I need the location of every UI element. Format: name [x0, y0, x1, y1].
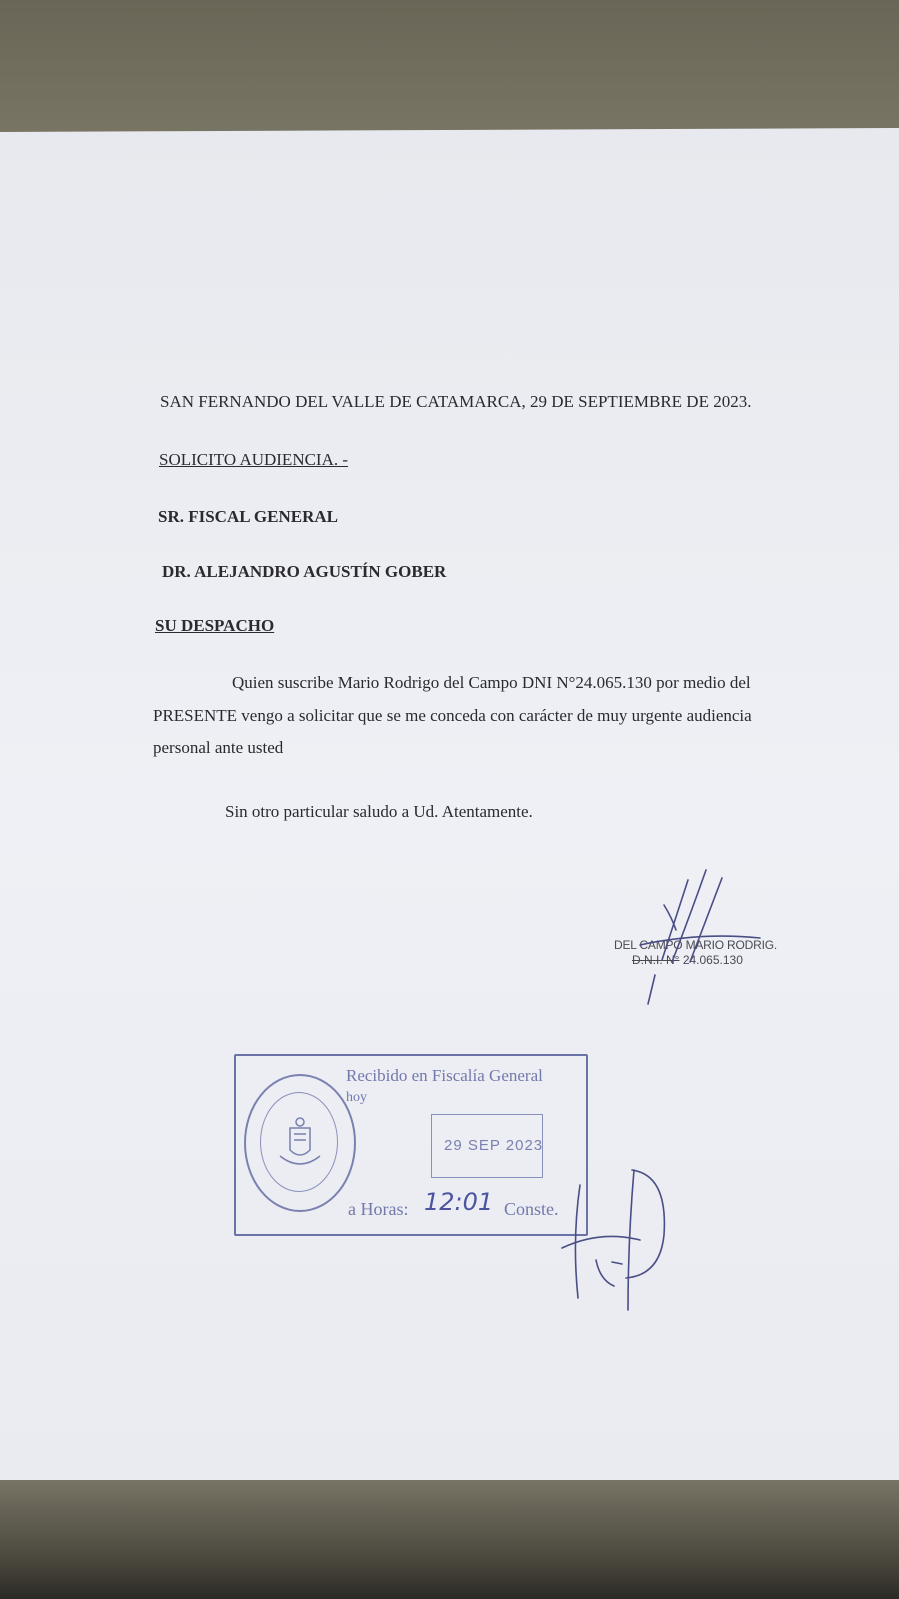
receiver-signature-icon: [562, 1170, 664, 1310]
signer-name: DEL CAMPO MARIO RODRIG.: [614, 938, 777, 952]
body-line-3: personal ante usted: [153, 738, 284, 757]
place-date-line: SAN FERNANDO DEL VALLE DE CATAMARCA, 29 DE SEPTIEMBRE DE 2023.: [160, 392, 752, 411]
recipient-name: DR. ALEJANDRO AGUSTÍN GOBER: [162, 562, 447, 581]
body-line-1: Quien suscribe Mario Rodrigo del Campo DNI N°24.065.130 por medio del: [232, 673, 751, 692]
stamp-date: 29 SEP 2023: [444, 1137, 544, 1154]
stamp-conste: Conste.: [504, 1199, 559, 1219]
subject-line: SOLICITO AUDIENCIA. -: [159, 450, 349, 469]
stamp-hora-value: 12:01: [424, 1188, 494, 1216]
recipient-title: SR. FISCAL GENERAL: [158, 507, 338, 526]
closing-line: Sin otro particular saludo a Ud. Atentamente.: [225, 802, 533, 821]
stamp-hora-label: a Horas:: [348, 1199, 409, 1219]
signer-id-number: 24.065.130: [682, 953, 743, 967]
signer-id-prefix: D.N.I. N°: [632, 953, 680, 967]
stamp-title: Recibido en Fiscalía General: [346, 1066, 543, 1085]
body-line-2: PRESENTE vengo a solicitar que se me conceda con carácter de muy urgente audiencia: [153, 706, 752, 725]
signer-signature-icon: [640, 870, 760, 1004]
stamp-hoy: hoy: [346, 1090, 367, 1105]
office-line: SU DESPACHO: [155, 616, 275, 635]
